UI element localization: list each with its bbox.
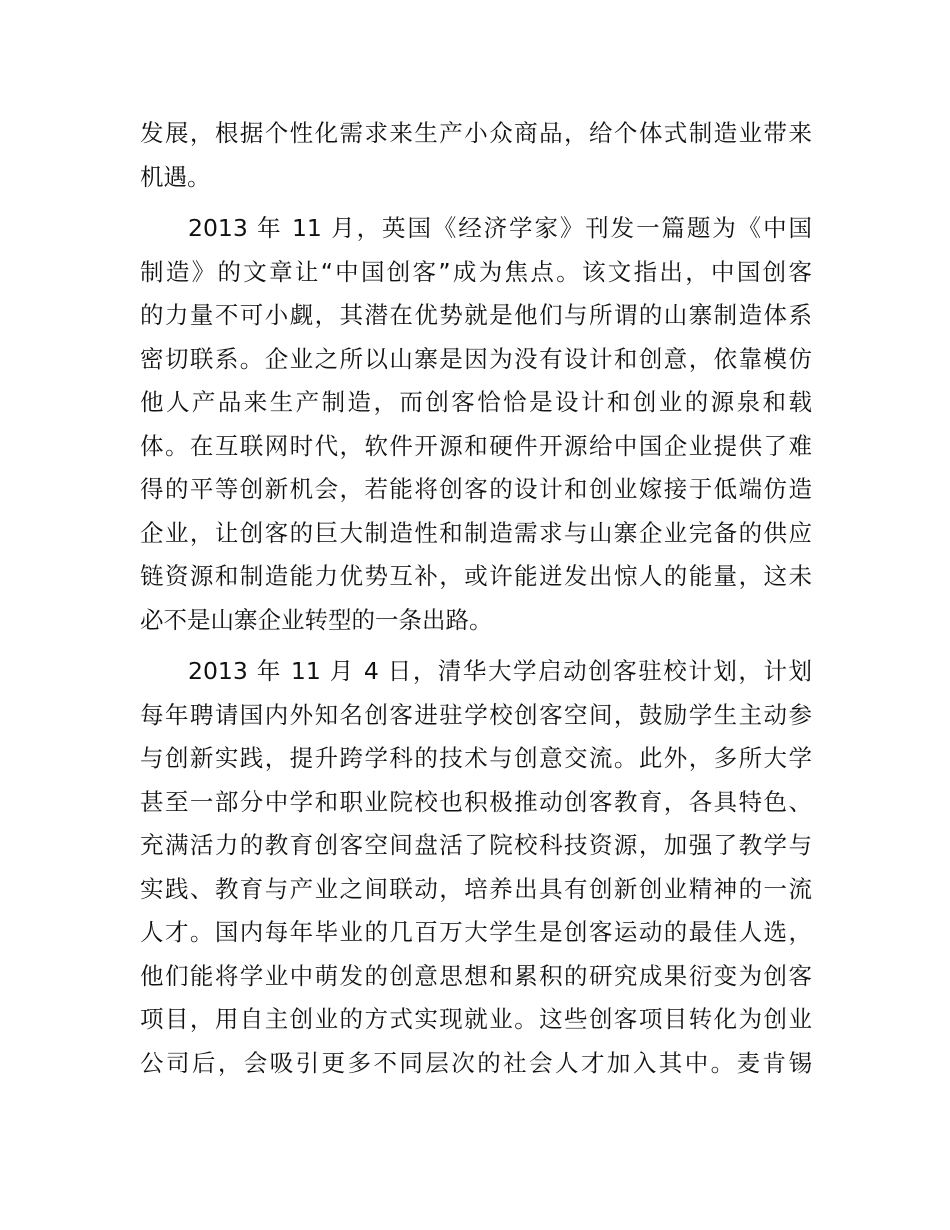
text-line: 实践、教育与产业之间联动，培养出具有创新创业精神的一流 <box>140 874 812 903</box>
text-line: 2013 年 11 月 4 日，清华大学启动创客驻校计划，计划 <box>188 657 812 685</box>
text-line: 体。在互联网时代，软件开源和硬件开源给中国企业提供了难 <box>140 431 812 460</box>
text-line: 人才。国内每年毕业的几百万大学生是创客运动的最佳人选， <box>140 918 812 946</box>
text-line: 制造》的文章让“中国创客”成为焦点。该文指出，中国创客 <box>140 257 812 286</box>
text-line: 2013 年 11 月，英国《经济学家》刊发一篇题为《中国 <box>188 214 812 242</box>
text-line: 每年聘请国内外知名创客进驻学校创客空间，鼓励学生主动参 <box>140 700 812 729</box>
text-line: 得的平等创新机会，若能将创客的设计和创业嫁接于低端仿造 <box>140 475 812 503</box>
text-line: 公司后，会吸引更多不同层次的社会人才加入其中。麦肯锡 <box>140 1048 812 1077</box>
body-text <box>140 112 812 1085</box>
text-line: 甚至一部分中学和职业院校也积极推动创客教育，各具特色、 <box>140 787 812 816</box>
text-line: 他们能将学业中萌发的创意思想和累积的研究成果衍变为创客 <box>140 961 812 990</box>
text-line: 链资源和制造能力优势互补，或许能迸发出惊人的能量，这未 <box>140 562 812 590</box>
text-line: 机遇。 <box>140 162 211 191</box>
text-line: 与创新实践，提升跨学科的技术与创意交流。此外，多所大学 <box>140 744 812 772</box>
text-line: 必不是山寨企业转型的一条出路。 <box>140 605 493 634</box>
text-line: 企业，让创客的巨大制造性和制造需求与山寨企业完备的供应 <box>140 518 812 547</box>
paragraph-2 <box>140 207 812 642</box>
text-line: 充满活力的教育创客空间盘活了院校科技资源，加强了教学与 <box>140 831 812 859</box>
text-line: 的力量不可小觑，其潜在优势就是他们与所谓的山寨制造体系 <box>140 301 812 329</box>
text-line: 发展，根据个性化需求来生产小众商品，给个体式制造业带来 <box>140 119 812 147</box>
paragraph-3 <box>140 650 812 1085</box>
text-line: 项目，用自主创业的方式实现就业。这些创客项目转化为创业 <box>140 1005 812 1033</box>
paragraph-1 <box>140 112 812 199</box>
text-line: 密切联系。企业之所以山寨是因为没有设计和创意，依靠模仿 <box>140 344 812 373</box>
text-line: 他人产品来生产制造，而创客恰恰是设计和创业的源泉和载 <box>140 388 812 416</box>
